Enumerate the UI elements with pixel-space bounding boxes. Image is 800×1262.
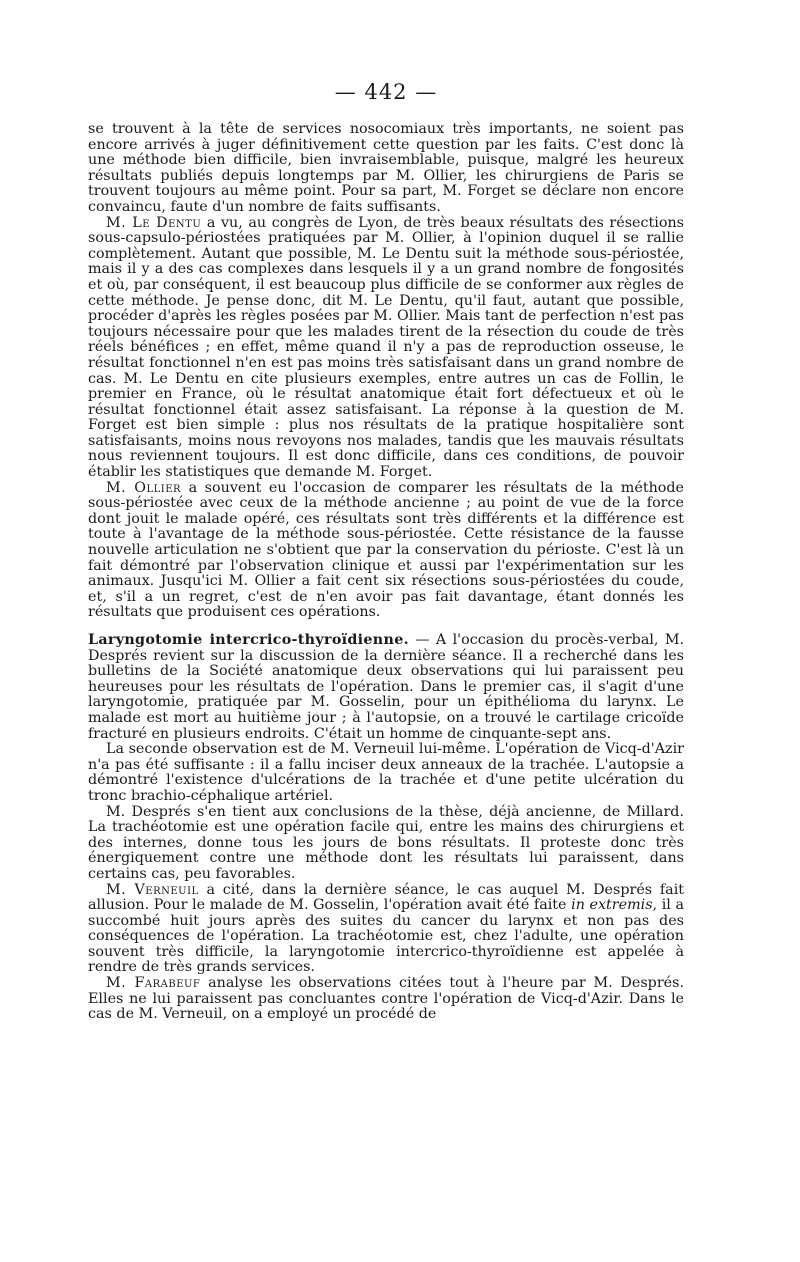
paragraph-5: La seconde observation est de M. Verneuil lui-même. L'opération de Vicq-d'Azir n'a pas été suffisante : il a fallu inciser deux anneaux de la trachée. L'autopsie a démontré l'existence d'ulcérations de la trachée et d'une petite ulcération du tronc brachio-céphalique artériel. bbox=[88, 741, 684, 804]
document-page bbox=[88, 80, 684, 1023]
speaker-name: M. Farabeuf bbox=[106, 975, 201, 992]
paragraph-6: M. Després s'en tient aux conclusions de la thèse, déjà ancienne, de Millard. La trachéotomie est une opération facile qui, entre les mains des chirurgiens et des internes, donne tous les jours de bons résultats. Il proteste donc très énergiquement contre une méthode dont les résultats lui paraissent, dans certains cas, peu favorables. bbox=[88, 803, 684, 882]
paragraph-text: a souvent eu l'occasion de comparer les résultats de la méthode sous-périostée avec ceux de la méthode ancienne ; au point de vue de la force dont jouit le malade opéré, ces résultats sont très différents et la différence est toute à l'avantage de la méthode sous-périostée. Cette résistance de la fausse nouvelle articulation ne s'obtient que par la conservation du périoste. C'est là un fait démontré par l'observation clinique et aussi par l'expérimentation sur les animaux. Jusqu'ici M. Ollier a fait cent six résections sous-périostées du coude, et, s'il a un regret, c'est de n'en avoir pas fait davantage, étant donnés les résultats que produisent ces opérations. bbox=[88, 479, 685, 621]
paragraph-text: — A l'occasion du procès-verbal, M. Després revient sur la discussion de la dernière séance. Il a recherché dans les bulletins de la Société anatomique deux observations qui lui paraissent peu heureuses pour les résultats de l'opération. Dans le premier cas, il s'agit d'une laryngotomie, pratiquée par M. Gosselin, pour un épithélioma du larynx. Le malade est mort au huitième jour ; à l'autopsie, on a trouvé le cartilage cricoïde fracturé en plusieurs endroits. C'était un homme de cinquante-sept ans. bbox=[88, 632, 685, 742]
page-number: — 442 — bbox=[334, 80, 438, 104]
paragraph-text: , il a succombé huit jours après des suites du cancer du larynx et non pas des conséquences de l'opération. La trachéotomie est, chez l'adulte, une opération souvent très difficile, la laryngotomie intercrico-thyroïdienne est appelée à rendre de très grands services. bbox=[88, 897, 684, 976]
paragraph-text: a cité, dans la dernière séance, le cas auquel M. Després fait allusion. Pour le malade de M. Gosselin, l'opération avait été faite bbox=[88, 881, 685, 914]
paragraph-2 bbox=[88, 216, 684, 481]
italic-phrase: in extremis bbox=[571, 897, 653, 914]
section-title: Laryngotomie intercrico-thyroïdienne. bbox=[88, 632, 409, 648]
speaker-name: M. Le Dentu bbox=[106, 214, 202, 231]
paragraph-text: analyse les observations citées tout à l'heure par M. Després. Elles ne lui paraissent pas concluantes contre l'opération de Vicq-d'Azir. Dans le cas de M. Verneuil, on a employé un procédé de bbox=[88, 975, 685, 1023]
paragraph-8 bbox=[88, 976, 684, 1023]
speaker-name: M. Verneuil bbox=[106, 881, 199, 898]
paragraph-text: a vu, au congrès de Lyon, de très beaux résultats des résections sous-capsulo-périostées pratiquées par M. Ollier, à l'opinion duquel il se rallie complètement. Autant que possible, M. Le Dentu suit la méthode sous-périostée, mais il y a des cas complexes dans lesquels il y a un grand nombre de fongosités et où, par conséquent, il est beaucoup plus difficile de se conformer aux règles de cette méthode. Je pense donc, dit M. Le Dentu, qu'il faut, autant que possible, procéder d'après les règles posées par M. Ollier. Mais tant de perfection n'est pas toujours nécessaire pour que les malades tirent de la résection du coude de très réels bénéfices ; en effet, même quand il n'y a pas de reproduction osseuse, le résultat fonctionnel n'en est pas moins très satisfaisant dans un grand nombre de cas. M. Le Dentu en cite plusieurs exemples, entre autres un cas de Follin, le premier en France, où le résultat anatomique était fort défectueux et où le résultat fonctionnel était assez satisfaisant. La réponse à la question de M. Forget est bien simple : plus nos résultats de la pratique hospitalière sont satisfaisants, moins nous revoyons nos malades, tandis que les mauvais résultats nous reviennent toujours. Il est donc difficile, dans ces conditions, de pouvoir établir les statistiques que demande M. Forget. bbox=[88, 214, 684, 481]
paragraph-4 bbox=[88, 633, 684, 742]
paragraph-1: se trouvent à la tête de services nosocomiaux très importants, ne soient pas encore arrivés à juger définitivement cette question par les faits. C'est donc là une méthode bien difficile, bien invraisemblable, puisque, malgré les heureux résultats publiés depuis longtemps par M. Ollier, les chirurgiens de Paris se trouvent toujours au même point. Pour sa part, M. Forget se déclare non encore convaincu, faute d'un nombre de faits suffisants. bbox=[88, 121, 684, 215]
paragraph-7 bbox=[88, 883, 684, 977]
body-text bbox=[88, 122, 684, 1023]
speaker-name: M. Ollier bbox=[106, 479, 182, 496]
paragraph-3 bbox=[88, 481, 684, 621]
